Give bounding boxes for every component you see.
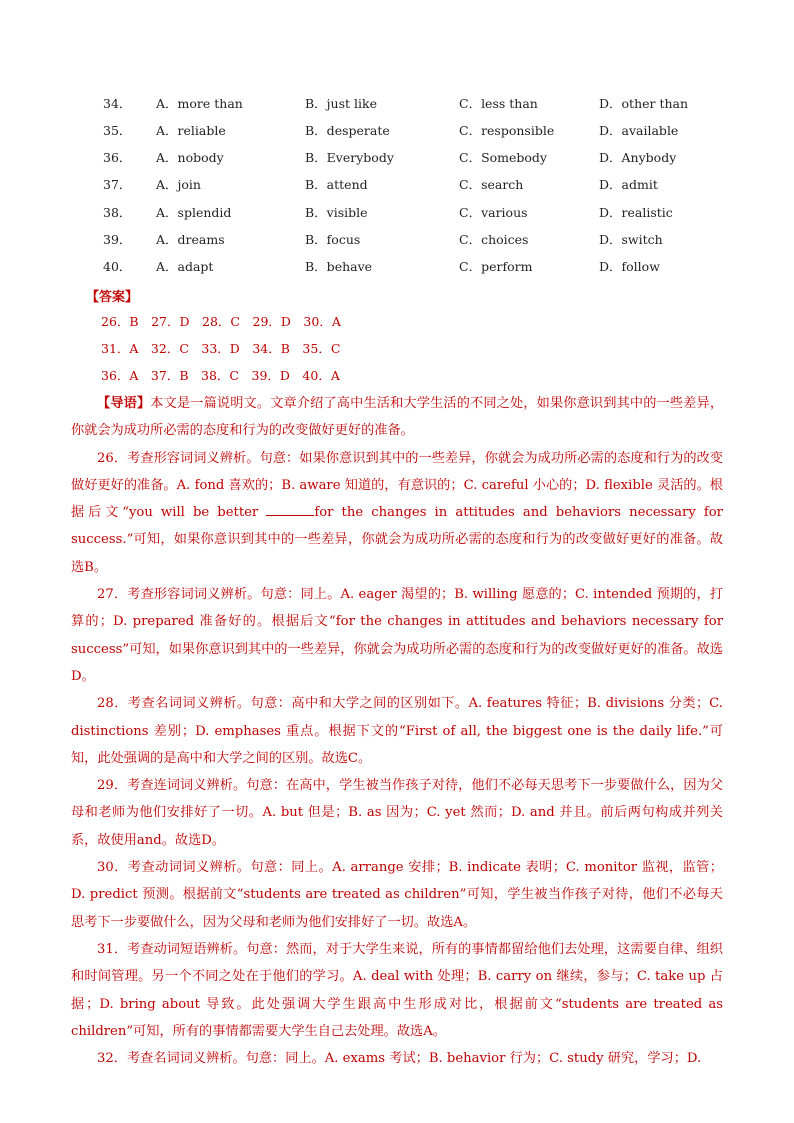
- question-number: 38．: [103, 205, 132, 220]
- option-d: D．other than: [599, 96, 689, 111]
- option-d: D．switch: [599, 232, 663, 247]
- explanation-29: 29．考查连词词义辨析。句意：在高中，学生被当作孩子对待，他们不必每天思考下一步要做什么，因为父母和老师为他们安排好了一切。A. but 但是；B. as 因为；C. yet 然而；D. and 并且。前后两句构成并列关系，故使用and。故选D。: [71, 778, 723, 848]
- guide-paragraph: [71, 390, 723, 445]
- option-d: D．realistic: [599, 205, 673, 220]
- option-b: B．Everybody: [305, 150, 394, 165]
- explanation-text: [71, 390, 723, 1072]
- option-c: C．less than: [459, 96, 538, 111]
- option-b: B．desperate: [305, 123, 390, 138]
- question-number: 35．: [103, 123, 132, 138]
- explanation-28: 28．考查名词词义辨析。句意：高中和大学之间的区别如下。A. features 特征；B. divisions 分类；C. distinctions 差别；D. emphases 重点。根据下文的“First of all, the biggest one is the daily life.”可知，此处强调的是高中和大学之间的区别。故选C。: [71, 696, 723, 766]
- option-b: B．behave: [305, 259, 373, 274]
- option-a: A．nobody: [156, 150, 224, 165]
- option-d: D．available: [599, 123, 679, 138]
- guide-label: 【导语】: [97, 396, 151, 411]
- option-row: [0, 175, 794, 195]
- option-b: B．attend: [305, 177, 368, 192]
- option-d: D．admit: [599, 177, 658, 192]
- option-c: C．search: [459, 177, 524, 192]
- option-b: B．focus: [305, 232, 361, 247]
- answer-row: 26．B 27．D 28．C 29．D 30．A: [101, 314, 341, 329]
- guide-text: 本文是一篇说明文。文章介绍了高中生活和大学生活的不同之处，如果你意识到其中的一些差异，你就会为成功所必需的态度和行为的改变做好更好的准备。: [71, 396, 724, 439]
- question-number: 37．: [103, 177, 132, 192]
- option-row: [0, 121, 794, 141]
- explanation-26-part1: 26．考查形容词词义辨析。句意：如果你意识到其中的一些差异，你就会为成功所必需的态度和行为的改变做好更好的准备。A. fond 喜欢的；B. aware 知道的，有意识的；C. careful 小心的；D. flexible 灵活的。根据后文“you will be better: [71, 450, 723, 521]
- option-c: C．perform: [459, 259, 533, 274]
- option-row: [0, 257, 794, 277]
- option-row: [0, 230, 794, 250]
- explanation-30: 30．考查动词词义辨析。句意：同上。A. arrange 安排；B. indicate 表明；C. monitor 监视，监管；D. predict 预测。根据前文“students are treated as children”可知，学生被当作孩子对待，他们不必每天思考下一步要做什么，因为父母和老师为他们安排好了一切。故选A。: [71, 860, 723, 930]
- question-number: 34．: [103, 96, 132, 111]
- option-a: A．more than: [156, 96, 243, 111]
- question-number: 36．: [103, 150, 132, 165]
- option-row: [0, 94, 794, 114]
- answer-blank: [266, 503, 314, 516]
- option-b: B．visible: [305, 205, 368, 220]
- answer-row: 31．A 32．C 33．D 34．B 35．C: [101, 341, 341, 356]
- option-b: B．just like: [305, 96, 377, 111]
- option-c: C．choices: [459, 232, 529, 247]
- option-c: C．various: [459, 205, 528, 220]
- option-d: D．Anybody: [599, 150, 677, 165]
- option-a: A．splendid: [156, 205, 232, 220]
- option-d: D．follow: [599, 259, 660, 274]
- option-a: A．reliable: [156, 123, 226, 138]
- answer-heading: 【答案】: [86, 290, 139, 305]
- explanation-31: 31．考查动词短语辨析。句意：然而，对于大学生来说，所有的事情都留给他们去处理，这需要自律、组织和时间管理。另一个不同之处在于他们的学习。A. deal with 处理；B. carry on 继续，参与；C. take up 占据；D. bring about 导致。此处强调大学生跟高中生形成对比，根据前文“students are treated as children”可知，所有的事情都需要大学生自己去处理。故选A。: [71, 941, 723, 1039]
- option-a: A．adapt: [156, 259, 214, 274]
- option-a: A．join: [156, 177, 201, 192]
- option-c: C．Somebody: [459, 150, 547, 165]
- option-a: A．dreams: [156, 232, 225, 247]
- explanation-26: [71, 445, 723, 581]
- option-row: [0, 203, 794, 223]
- option-c: C．responsible: [459, 123, 555, 138]
- option-row: [0, 148, 794, 168]
- explanation-32: 32．考查名词词义辨析。句意：同上。A. exams 考试；B. behavior 行为；C. study 研究，学习；D.: [97, 1051, 702, 1067]
- explanation-27: 27．考查形容词词义辨析。句意：同上。A. eager 渴望的；B. willing 愿意的；C. intended 预期的，打算的；D. prepared 准备好的。根据后文“for the changes in attitudes and behaviors necessary for success”可知，如果你意识到其中的一些差异，你就会为成功所必需的态度和行为的改变做好更好的准备。故选D。: [71, 587, 723, 684]
- question-number: 40．: [103, 259, 132, 274]
- question-number: 39．: [103, 232, 132, 247]
- answer-row: 36．A 37．B 38．C 39．D 40．A: [101, 368, 340, 383]
- explanation-26-part2: for the changes in attitudes and behaviors necessary for success.”可知，如果你意识到其中的一些差异，你就会为成功所必需的态度和行为的改变做好更好的准备。故选B。: [71, 505, 723, 575]
